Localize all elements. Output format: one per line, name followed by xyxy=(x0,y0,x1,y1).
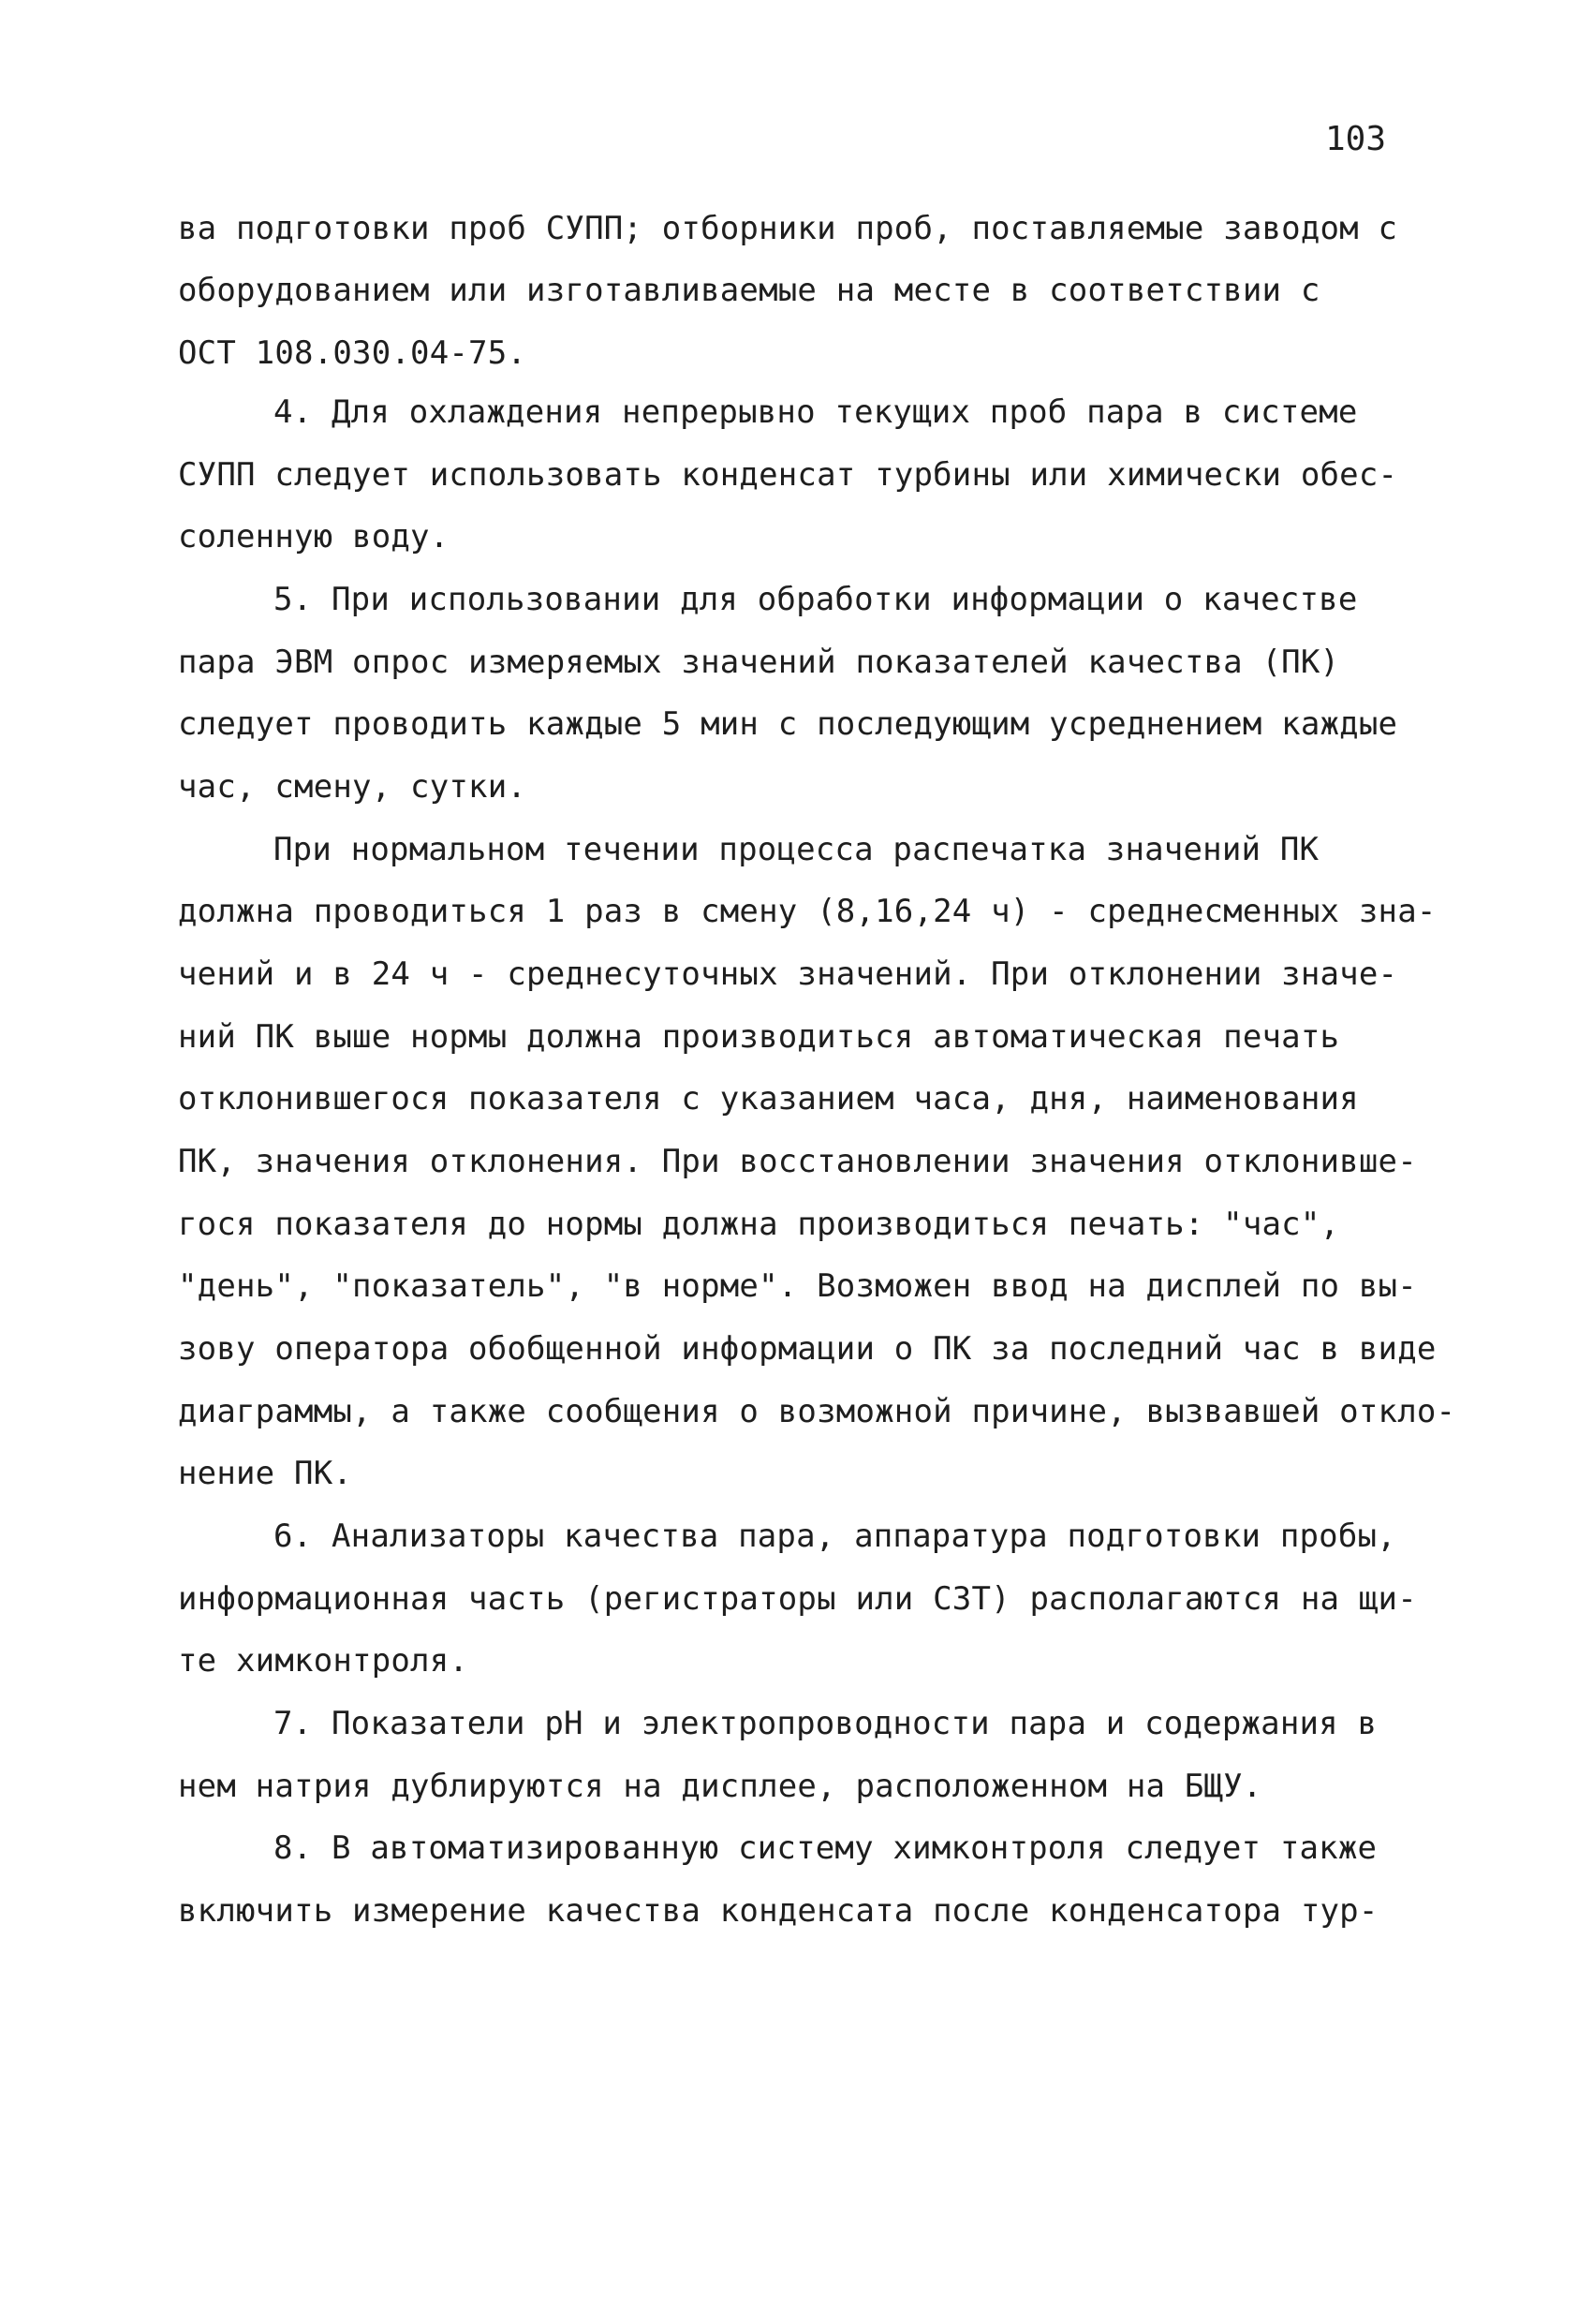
text-line: ОСТ 108.030.04-75. xyxy=(178,334,527,372)
text-line: включить измерение качества конденсата после конденсатора тур- xyxy=(178,1892,1379,1930)
text-line: должна проводиться 1 раз в смену (8,16,24 ч) - среднесменных зна- xyxy=(178,893,1437,930)
text-line: следует проводить каждые 5 мин с последующим усреднением каждые xyxy=(178,705,1398,743)
text-line: гося показателя до нормы должна производиться печать: "час", xyxy=(178,1206,1340,1243)
text-line: нение ПК. xyxy=(178,1455,353,1492)
text-line: отклонившегося показателя с указанием часа, дня, наименования xyxy=(178,1080,1359,1118)
text-line: те химконтроля. xyxy=(178,1642,469,1680)
text-line: 4. Для охлаждения непрерывно текущих проб пара в системе xyxy=(273,393,1358,431)
text-line: ПК, значения отклонения. При восстановлении значения отклонивше- xyxy=(178,1143,1417,1180)
text-line: информационная часть (регистраторы или СЗТ) располагаются на щи- xyxy=(178,1580,1417,1618)
text-line: пара ЭВМ опрос измеряемых значений показателей качества (ПК) xyxy=(178,644,1340,681)
text-line: "день", "показатель", "в норме". Возможен ввод на дисплей по вы- xyxy=(178,1267,1417,1305)
text-line: 8. В автоматизированную систему химконтроля следует также xyxy=(273,1829,1378,1867)
text-line: 5. При использовании для обработки информации о качестве xyxy=(273,581,1358,618)
text-line: зову оператора обобщенной информации о ПК за последний час в виде xyxy=(178,1330,1437,1368)
text-line: ва подготовки проб СУПП; отборники проб, поставляемые заводом с xyxy=(178,210,1398,247)
text-line: 7. Показатели рН и электропроводности пара и содержания в xyxy=(273,1705,1378,1742)
text-line: нем натрия дублируются на дисплее, расположенном на БЩУ. xyxy=(178,1768,1262,1805)
text-line: час, смену, сутки. xyxy=(178,768,527,806)
page-number: 103 xyxy=(1325,120,1387,158)
text-line: диаграммы, а также сообщения о возможной причине, вызвавшей откло- xyxy=(178,1393,1456,1430)
text-line: При нормальном течении процесса распечатка значений ПК xyxy=(273,831,1320,868)
text-line: 6. Анализаторы качества пара, аппаратура подготовки пробы, xyxy=(273,1517,1396,1555)
text-line: чений и в 24 ч - среднесуточных значений. При отклонении значе- xyxy=(178,955,1398,993)
text-line: соленную воду. xyxy=(178,518,450,555)
text-line: СУПП следует использовать конденсат турбины или химически обес- xyxy=(178,456,1398,494)
text-line: оборудованием или изготавливаемые на месте в соответствии с xyxy=(178,272,1320,309)
text-line: ний ПК выше нормы должна производиться автоматическая печать xyxy=(178,1018,1340,1056)
